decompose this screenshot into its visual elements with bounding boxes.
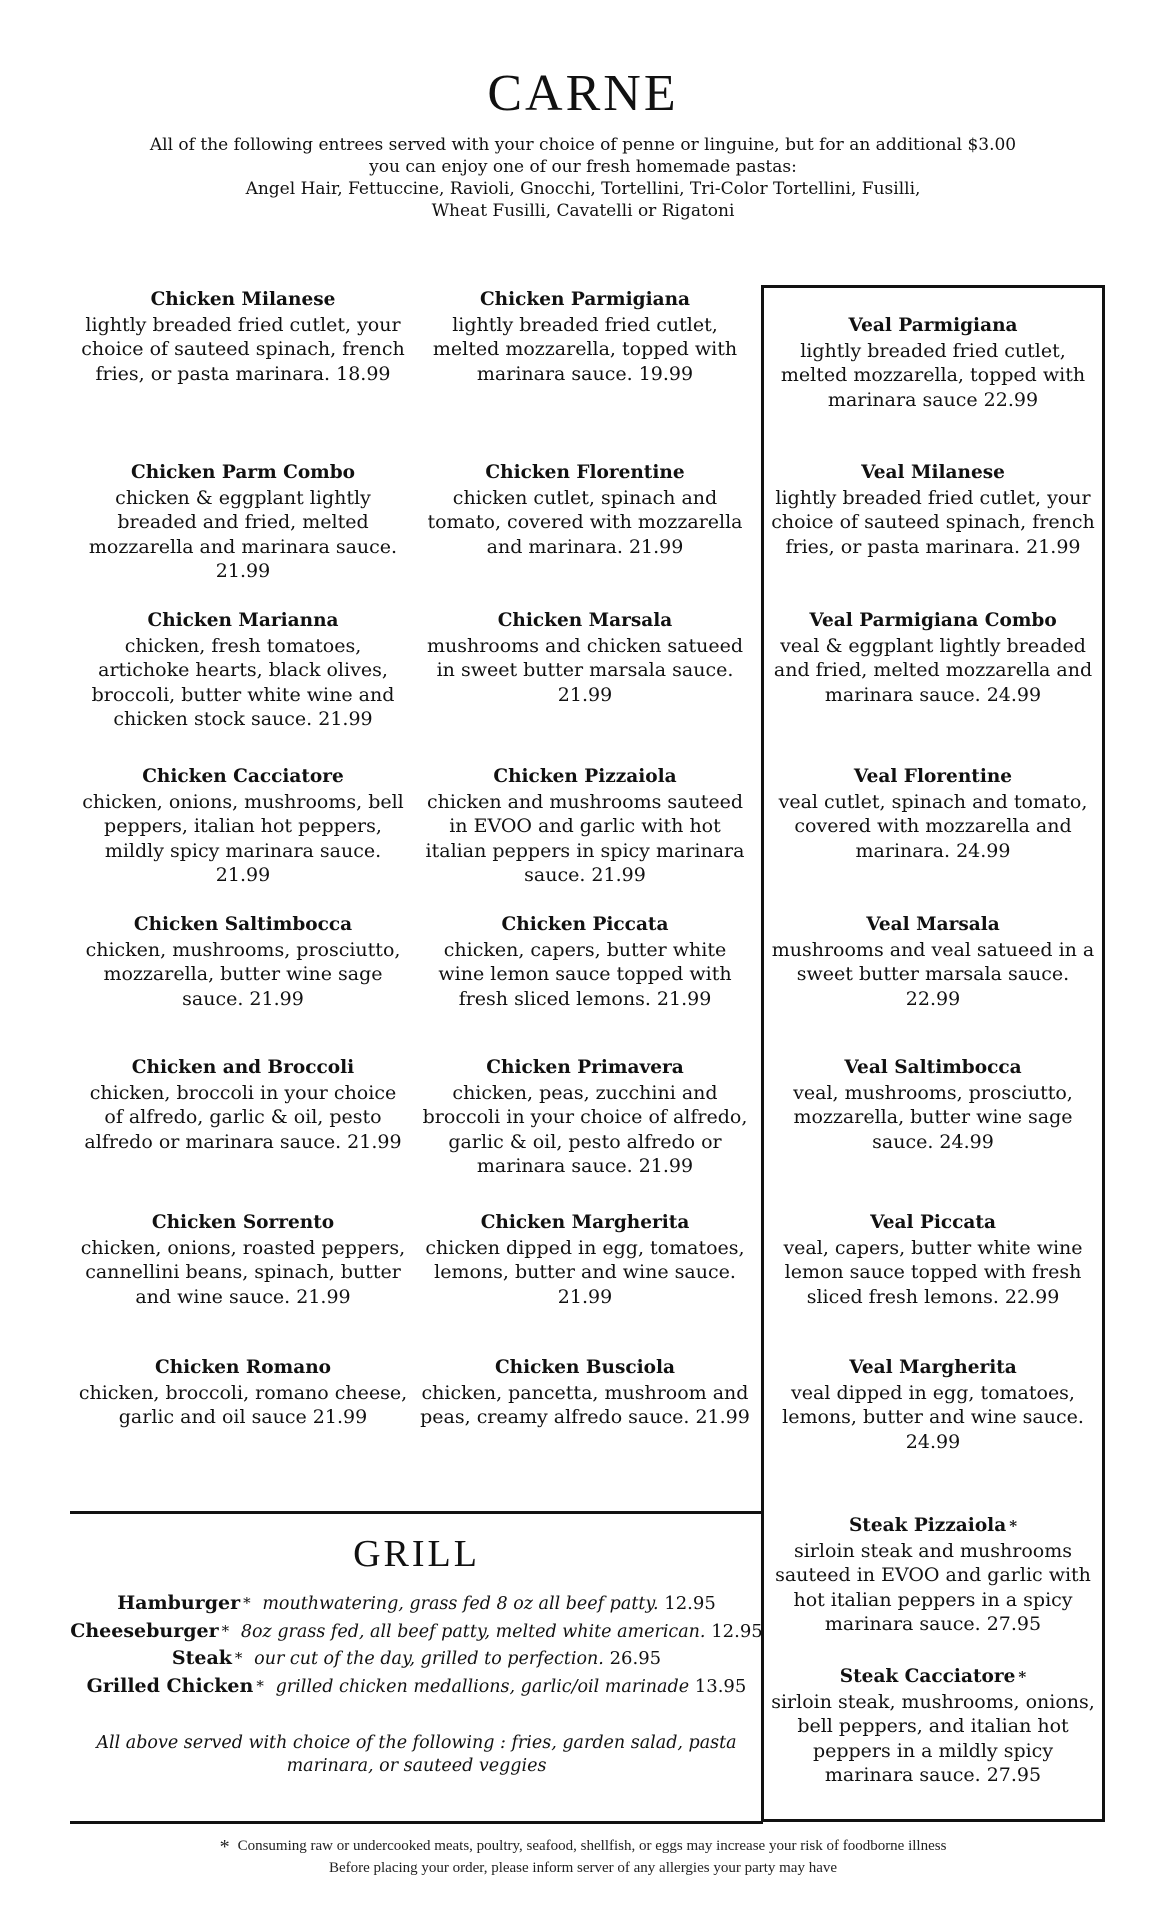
item-name: Chicken Primavera	[486, 1057, 684, 1078]
item-name: Veal Florentine	[853, 766, 1013, 787]
menu-item	[770, 314, 1096, 412]
menu-item	[770, 609, 1096, 707]
item-desc: veal, capers, butter white wine lemon sauce topped with fresh sliced fresh lemons. 22.99	[783, 1236, 1083, 1308]
item-desc: sirloin steak, mushrooms, onions, bell peppers, and italian hot peppers in a mildly spicy marinara sauce. 27.95	[771, 1690, 1095, 1786]
grill-item	[70, 1645, 763, 1673]
menu-item	[770, 1211, 1096, 1309]
asterisk-icon: *	[1018, 1668, 1027, 1686]
grill-item-desc: grilled chicken medallions, garlic/oil marinade	[275, 1676, 690, 1697]
menu-item	[770, 1056, 1096, 1154]
item-desc: chicken, pancetta, mushroom and peas, creamy alfredo sauce. 21.99	[420, 1381, 750, 1428]
grill-item-name: Steak	[171, 1647, 232, 1669]
item-desc: chicken dipped in egg, tomatoes, lemons, butter and wine sauce. 21.99	[425, 1236, 745, 1308]
asterisk-icon: *	[243, 1594, 251, 1612]
item-name: Chicken Romano	[154, 1357, 331, 1378]
menu-item	[78, 765, 408, 888]
item-desc: chicken, fresh tomatoes, artichoke hearts, black olives, broccoli, butter white wine and chicken stock sauce. 21.99	[91, 634, 395, 730]
item-name: Steak Pizzaiola	[848, 1515, 1007, 1536]
menu-item	[78, 1211, 408, 1309]
grill-item-name: Grilled Chicken	[86, 1674, 254, 1697]
item-name: Veal Saltimbocca	[844, 1057, 1022, 1078]
item-name: Chicken Pizzaiola	[493, 766, 677, 787]
grill-item	[70, 1673, 763, 1701]
item-desc: chicken, capers, butter white wine lemon sauce topped with fresh sliced lemons. 21.99	[438, 938, 732, 1010]
item-desc: chicken, broccoli, romano cheese, garlic and oil sauce 21.99	[78, 1381, 408, 1428]
item-name: Chicken Marsala	[497, 610, 673, 631]
intro-line: you can enjoy one of our fresh homemade pastas:	[369, 157, 797, 177]
grill-item-desc: our cut of the day, grilled to perfection.	[254, 1649, 604, 1669]
asterisk-icon: *	[221, 1621, 230, 1640]
menu-item	[78, 1056, 408, 1154]
grill-note: All above served with choice of the following : fries, garden salad, pasta marinara, or sauteed veggies	[96, 1733, 737, 1776]
bottom-divider	[70, 1821, 763, 1824]
menu-item	[420, 461, 750, 559]
asterisk-icon: *	[234, 1649, 243, 1667]
grill-item-name: Hamburger	[117, 1592, 241, 1614]
intro-text	[60, 134, 1106, 222]
footer-line-1	[0, 1836, 1166, 1858]
footer-disclaimer	[0, 1836, 1166, 1879]
menu-item	[420, 609, 750, 707]
item-desc: lightly breaded fried cutlet, your choice of sauteed spinach, french fries, or pasta marinara. 18.99	[81, 313, 405, 385]
intro-line: Angel Hair, Fettuccine, Ravioli, Gnocchi, Tortellini, Tri-Color Tortellini, Fusilli,	[245, 179, 921, 199]
item-desc: veal dipped in egg, tomatoes, lemons, butter and wine sauce. 24.99	[782, 1381, 1084, 1453]
menu-item	[78, 609, 408, 732]
item-desc: chicken & eggplant lightly breaded and fried, melted mozzarella and marinara sauce. 21.99	[88, 486, 398, 582]
menu-item	[420, 1211, 750, 1309]
item-desc: veal, mushrooms, prosciutto, mozzarella, butter wine sage sauce. 24.99	[793, 1081, 1073, 1153]
menu-item	[420, 1056, 750, 1179]
item-name: Veal Margherita	[849, 1357, 1017, 1378]
item-name-wrap	[770, 1514, 1096, 1539]
footer-text: Consuming raw or undercooked meats, poultry, seafood, shellfish, or eggs may increase your risk of foodborne illness	[237, 1838, 947, 1854]
menu-item	[420, 913, 750, 1011]
grill-item-price: 12.95	[664, 1593, 716, 1614]
grill-item-desc: mouthwatering, grass fed 8 oz all beef patty.	[262, 1594, 659, 1614]
item-name: Chicken and Broccoli	[131, 1057, 355, 1078]
page-title: CARNE	[487, 65, 679, 122]
menu-item	[420, 765, 750, 888]
grill-item	[70, 1618, 763, 1646]
grill-item-price: 13.95	[694, 1675, 747, 1697]
item-desc: veal & eggplant lightly breaded and fried, melted mozzarella and marinara sauce. 24.99	[773, 634, 1093, 706]
item-name: Veal Marsala	[866, 914, 1000, 935]
item-desc: mushrooms and veal satueed in a sweet butter marsala sauce. 22.99	[771, 938, 1095, 1010]
grill-divider	[70, 1511, 763, 1514]
menu-item	[770, 1514, 1096, 1637]
grill-list	[70, 1590, 763, 1700]
menu-item	[770, 1356, 1096, 1454]
item-name: Chicken Florentine	[485, 462, 685, 483]
menu-item	[770, 913, 1096, 1011]
item-desc: chicken, mushrooms, prosciutto, mozzarella, butter wine sage sauce. 21.99	[85, 938, 401, 1010]
item-desc: chicken, broccoli in your choice of alfredo, garlic & oil, pesto alfredo or marinara sauce. 21.99	[84, 1081, 402, 1153]
menu-item	[78, 288, 408, 386]
item-name: Chicken Cacciatore	[142, 766, 344, 787]
item-name: Chicken Marianna	[147, 610, 339, 631]
menu-item	[420, 288, 750, 386]
intro-line: Wheat Fusilli, Cavatelli or Rigatoni	[431, 201, 735, 221]
item-desc: chicken, peas, zucchini and broccoli in your choice of alfredo, garlic & oil, pesto alfredo or marinara sauce. 21.99	[422, 1081, 748, 1177]
item-name: Chicken Milanese	[150, 289, 336, 310]
grill-item	[70, 1590, 763, 1618]
item-name: Chicken Margherita	[480, 1212, 690, 1233]
footer-line-2: Before placing your order, please inform server of any allergies your party may have	[328, 1860, 838, 1876]
item-name: Chicken Parmigiana	[479, 289, 691, 310]
item-name: Chicken Saltimbocca	[133, 914, 353, 935]
menu-item	[78, 913, 408, 1011]
item-name: Veal Piccata	[870, 1212, 996, 1233]
item-desc: chicken cutlet, spinach and tomato, covered with mozzarella and marinara. 21.99	[427, 486, 743, 558]
item-name: Chicken Busciola	[494, 1357, 676, 1378]
menu-item	[770, 461, 1096, 559]
asterisk-icon: *	[219, 1836, 230, 1858]
menu-item	[78, 461, 408, 584]
item-name-wrap	[770, 1665, 1096, 1690]
item-name: Chicken Sorrento	[151, 1212, 335, 1233]
menu-item	[770, 1665, 1096, 1788]
menu-item	[78, 1356, 408, 1430]
item-desc: mushrooms and chicken satueed in sweet butter marsala sauce. 21.99	[426, 634, 743, 706]
item-name: Veal Milanese	[861, 462, 1005, 483]
item-desc: lightly breaded fried cutlet, melted mozzarella, topped with marinara sauce. 19.99	[432, 313, 738, 385]
item-name: Chicken Parm Combo	[130, 462, 356, 483]
grill-item-name: Cheeseburger	[70, 1619, 219, 1642]
grill-item-desc: 8oz grass fed, all beef patty, melted white american.	[240, 1621, 706, 1642]
item-desc: lightly breaded fried cutlet, melted mozzarella, topped with marinara sauce 22.99	[780, 339, 1086, 411]
intro-line: All of the following entrees served with your choice of penne or linguine, but for an additional $3.00	[149, 135, 1017, 155]
item-name: Steak Cacciatore	[839, 1666, 1016, 1687]
item-desc: veal cutlet, spinach and tomato, covered with mozzarella and marinara. 24.99	[778, 790, 1088, 862]
item-desc: lightly breaded fried cutlet, your choice of sauteed spinach, french fries, or pasta marinara. 21.99	[771, 486, 1095, 558]
item-desc: sirloin steak and mushrooms sauteed in EVOO and garlic with hot italian peppers in a spicy marinara sauce. 27.95	[775, 1539, 1091, 1635]
item-name: Veal Parmigiana	[848, 315, 1018, 336]
asterisk-icon: *	[1009, 1517, 1018, 1535]
asterisk-icon: *	[256, 1676, 264, 1695]
item-name: Chicken Piccata	[501, 914, 669, 935]
item-desc: chicken, onions, mushrooms, bell peppers, italian hot peppers, mildly spicy marinara sauce. 21.99	[82, 790, 404, 886]
item-desc: chicken, onions, roasted peppers, cannellini beans, spinach, butter and wine sauce. 21.99	[80, 1236, 406, 1308]
item-desc: chicken and mushrooms sauteed in EVOO and garlic with hot italian peppers in spicy marinara sauce. 21.99	[425, 790, 745, 886]
item-name: Veal Parmigiana Combo	[809, 610, 1057, 631]
grill-item-price: 12.95	[711, 1620, 763, 1642]
menu-item	[420, 1356, 750, 1430]
grill-title: GRILL	[353, 1533, 480, 1575]
menu-item	[770, 765, 1096, 863]
grill-item-price: 26.95	[609, 1648, 662, 1669]
